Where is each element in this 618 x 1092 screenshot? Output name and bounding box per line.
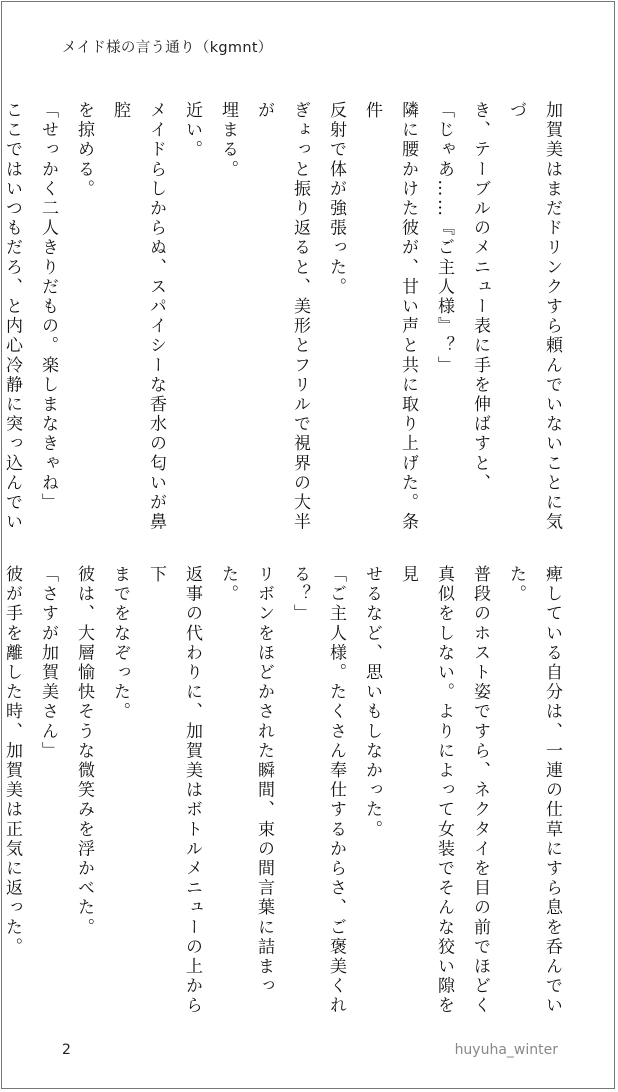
text-line: せるなど、思いもしなかった。 <box>362 565 382 840</box>
page-number: 2 <box>62 1042 71 1058</box>
text-block-top <box>0 101 570 541</box>
page-title: メイド様の言う通り（kgmnt） <box>62 40 273 56</box>
text-line: 真似をしない。よりによって女装でそんな狡い隙を見 <box>398 565 454 1016</box>
text-line: 「じゃあ……『ご主人様』？」 <box>434 101 454 376</box>
text-line: を掠める。 <box>74 101 94 199</box>
text-line: 埋まる。 <box>218 101 238 180</box>
text-line: リボンをほどかされた瞬間、束の間言葉に詰まった。 <box>218 565 274 997</box>
text-block-bottom <box>0 565 570 1020</box>
text-line: 彼が手を離した時、加賀美は正気に返った。 <box>2 565 22 957</box>
text-line: 彼は、大層愉快そうな微笑みを浮かべた。 <box>74 565 94 938</box>
text-line: 普段のホスト姿ですら、ネクタイを目の前でほどく <box>470 565 490 1016</box>
manuscript-page <box>1 1 615 1089</box>
text-line: 痺している自分は、一連の仕草にすら息を呑んでいた。 <box>506 565 562 1016</box>
text-line: 「ご主人様。たくさん奉仕するからさ、ご褒美くれ <box>326 565 346 1016</box>
text-line: メイドらしからぬ、スパイシーな香水の匂いが鼻腔 <box>110 101 166 533</box>
text-line: 近い。 <box>182 101 202 160</box>
text-line: き、テーブルのメニュー表に手を伸ばすと、 <box>470 101 490 493</box>
text-line: 反射で体が強張った。 <box>326 101 346 297</box>
text-line: 返事の代わりに、加賀美はボトルメニューの上から下 <box>146 565 202 1016</box>
text-line: までをなぞった。 <box>110 565 130 722</box>
text-line: 加賀美はまだドリンクすら頼んでいないことに気づ <box>506 101 562 533</box>
text-line: 「せっかく二人きりだもの。楽しまなきゃね」 <box>38 101 58 513</box>
text-line: る？」 <box>290 565 310 624</box>
text-line: ここではいつもだろ、と内心冷静に突っ込んでい <box>2 101 22 533</box>
author-name: huyuha_winter <box>454 1042 558 1058</box>
text-line: 隣に腰かけた彼が、甘い声と共に取り上げた。条件 <box>362 101 418 533</box>
text-line: ぎょっと振り返ると、美形とフリルで視界の大半が <box>254 101 310 533</box>
text-line: 「さすが加賀美さん」 <box>38 565 58 761</box>
